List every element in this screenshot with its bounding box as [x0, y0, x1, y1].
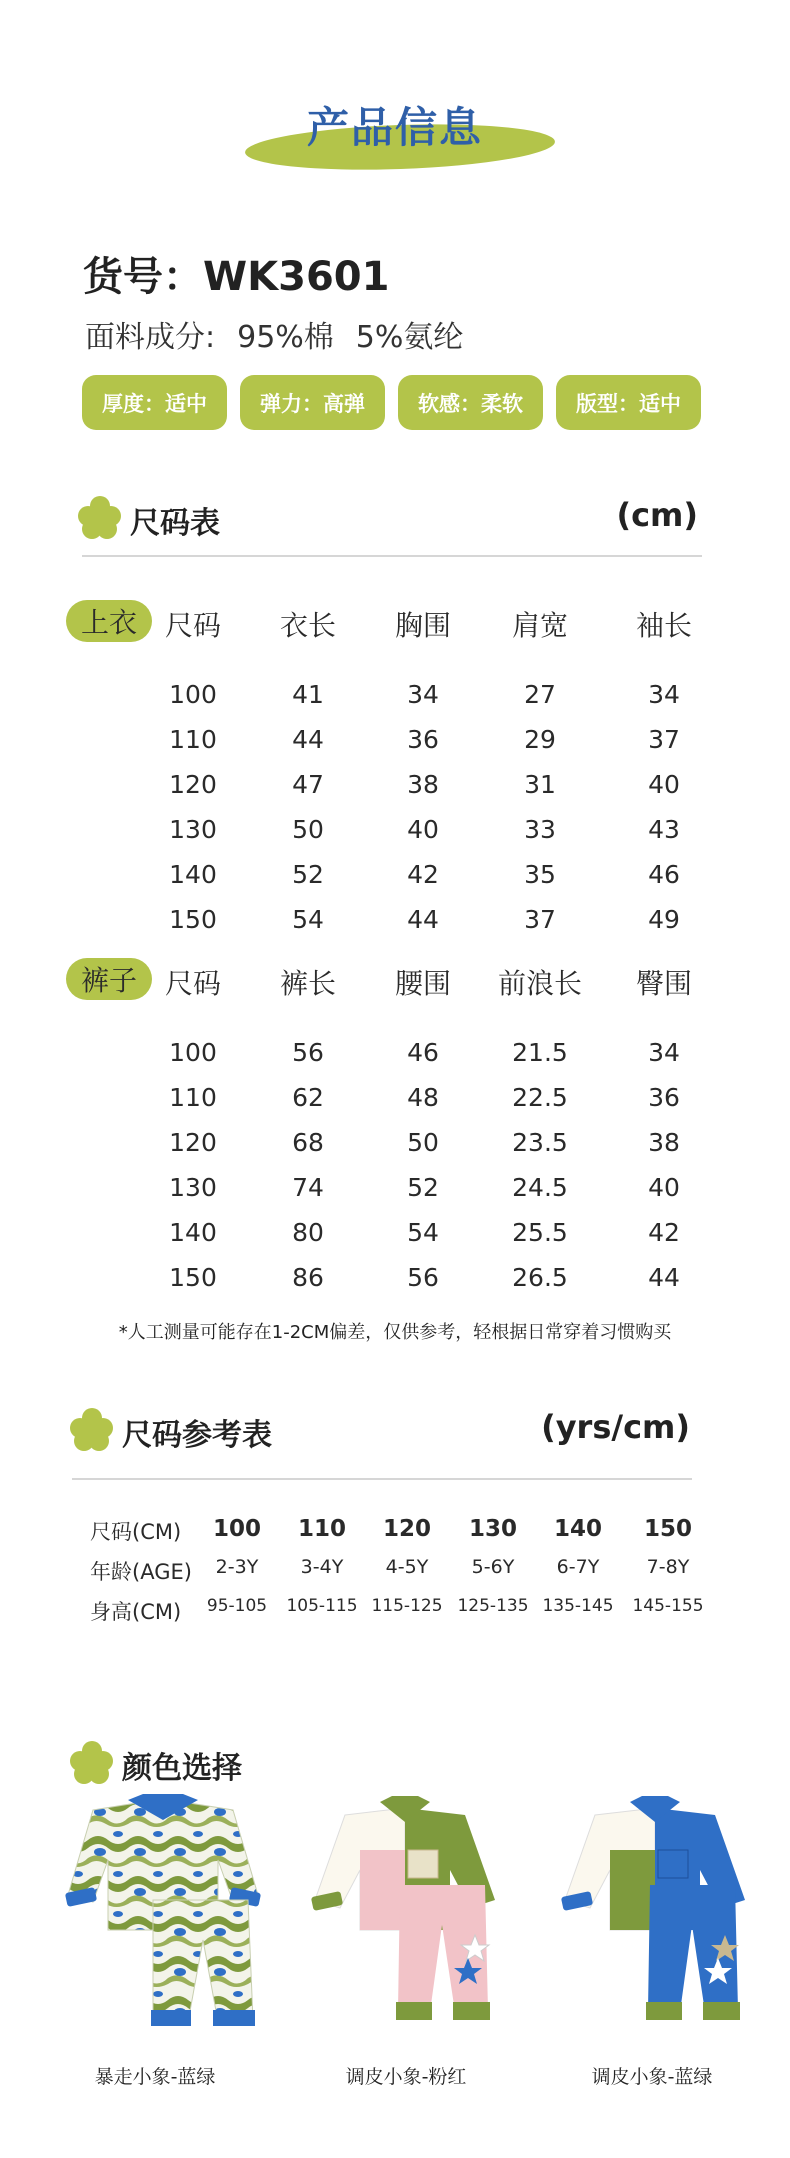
- table-cell: 50: [292, 815, 324, 844]
- colors-header: [70, 1735, 690, 1795]
- table-cell: 44: [407, 905, 439, 934]
- table-cell: 130: [169, 1173, 217, 1202]
- pajama-blue-green-icon: [540, 1790, 770, 2040]
- reference-row: [0, 1596, 790, 1636]
- table-label-top: 上衣: [66, 600, 152, 642]
- table-cell: 49: [648, 905, 680, 934]
- divider: [82, 555, 702, 557]
- product-image-blue-green[interactable]: [540, 1790, 770, 2040]
- table-label-pants: 裤子: [66, 958, 152, 1000]
- table-cell: 26.5: [512, 1263, 568, 1292]
- table-cell: 46: [407, 1038, 439, 1067]
- column-header: 衣长: [279, 609, 336, 642]
- table-cell: 110: [169, 1083, 217, 1112]
- table-row: [0, 815, 790, 860]
- table-cell: 40: [407, 815, 439, 844]
- table-row: [0, 1128, 790, 1173]
- column-header: 胸围: [394, 609, 451, 642]
- column-header: 裤长: [279, 967, 336, 1000]
- colors-title: 颜色选择: [122, 1751, 242, 1786]
- table-cell: 140: [169, 1218, 217, 1247]
- table-cell: 120: [169, 1128, 217, 1157]
- badge-elasticity: 弹力：高弹: [240, 375, 385, 430]
- badge-softness: 软感：柔软: [398, 375, 543, 430]
- reference-cell: 115-125: [371, 1596, 443, 1616]
- section-header: [0, 95, 790, 175]
- size-reference-title: 尺码参考表: [122, 1418, 272, 1453]
- size-reference-unit: (yrs/cm): [541, 1408, 690, 1446]
- column-header: 尺码: [164, 609, 221, 642]
- reference-cell: 5-6Y: [471, 1556, 515, 1578]
- table-cell: 150: [169, 905, 217, 934]
- product-name: 调皮小象-粉红: [345, 2066, 467, 2088]
- badge-fit: 版型：适中: [556, 375, 701, 430]
- table-cell: 27: [524, 680, 556, 709]
- table-cell: 38: [407, 770, 439, 799]
- column-header: 前浪长: [497, 967, 582, 1000]
- table-row: [0, 680, 790, 725]
- column-header: 袖长: [635, 609, 692, 642]
- measurement-note: *人工测量可能存在1-2CM偏差，仅供参考，轻根据日常穿着习惯购买: [118, 1322, 672, 1343]
- table-cell: 25.5: [512, 1218, 568, 1247]
- table-cell: 140: [169, 860, 217, 889]
- table-header-row: [0, 604, 790, 680]
- table-row: [0, 770, 790, 815]
- table-cell: 42: [648, 1218, 680, 1247]
- size-reference-table: [0, 1516, 790, 1636]
- table-cell: 44: [292, 725, 324, 754]
- table-cell: 110: [169, 725, 217, 754]
- attribute-badges: [82, 375, 702, 430]
- reference-cell: 100: [212, 1516, 261, 1542]
- table-cell: 46: [648, 860, 680, 889]
- table-row: [0, 1038, 790, 1083]
- fabric-label: 面料成分:: [85, 320, 216, 355]
- reference-cell: 6-7Y: [556, 1556, 600, 1578]
- flower-icon: [70, 1408, 114, 1452]
- pajama-camo-blue-green-icon: [48, 1790, 278, 2040]
- table-row: [0, 725, 790, 770]
- table-cell: 150: [169, 1263, 217, 1292]
- page-title: 产品信息: [306, 103, 483, 152]
- table-cell: 35: [524, 860, 556, 889]
- table-cell: 80: [292, 1218, 324, 1247]
- table-cell: 42: [407, 860, 439, 889]
- size-table-pants: [0, 962, 790, 1308]
- table-cell: 47: [292, 770, 324, 799]
- table-cell: 120: [169, 770, 217, 799]
- table-cell: 100: [169, 1038, 217, 1067]
- table-cell: 41: [292, 680, 324, 709]
- fabric-part: 5%氨纶: [355, 320, 464, 355]
- reference-cell: 7-8Y: [646, 1556, 690, 1578]
- column-header: 臀围: [635, 967, 692, 1000]
- fabric-part: 95%棉: [237, 320, 334, 355]
- reference-row-label: 年龄(AGE): [90, 1560, 192, 1584]
- table-row: [0, 905, 790, 950]
- table-cell: 33: [524, 815, 556, 844]
- reference-cell: 110: [297, 1516, 346, 1542]
- table-cell: 31: [524, 770, 556, 799]
- product-image-pink[interactable]: [290, 1790, 520, 2040]
- table-cell: 100: [169, 680, 217, 709]
- reference-cell: 150: [643, 1516, 692, 1542]
- reference-row: [0, 1556, 790, 1596]
- table-cell: 40: [648, 770, 680, 799]
- reference-cell: 2-3Y: [215, 1556, 259, 1578]
- size-chart-unit: (cm): [616, 496, 698, 534]
- table-cell: 43: [648, 815, 680, 844]
- table-cell: 21.5: [512, 1038, 568, 1067]
- table-cell: 50: [407, 1128, 439, 1157]
- column-header: 腰围: [394, 967, 451, 1000]
- table-cell: 36: [407, 725, 439, 754]
- table-cell: 74: [292, 1173, 324, 1202]
- reference-cell: 130: [468, 1516, 517, 1542]
- table-cell: 62: [292, 1083, 324, 1112]
- table-cell: 22.5: [512, 1083, 568, 1112]
- product-name: 暴走小象-蓝绿: [94, 2066, 216, 2088]
- table-row: [0, 860, 790, 905]
- reference-cell: 4-5Y: [385, 1556, 429, 1578]
- table-cell: 38: [648, 1128, 680, 1157]
- reference-row: [0, 1516, 790, 1556]
- table-header-row: [0, 962, 790, 1038]
- table-cell: 37: [648, 725, 680, 754]
- table-cell: 86: [292, 1263, 324, 1292]
- reference-cell: 3-4Y: [300, 1556, 344, 1578]
- product-image-camo-blue-green[interactable]: [48, 1790, 278, 2040]
- reference-cell: 95-105: [206, 1596, 268, 1616]
- table-row: [0, 1083, 790, 1128]
- table-cell: 23.5: [512, 1128, 568, 1157]
- reference-row-label: 尺码(CM): [90, 1520, 182, 1544]
- table-cell: 29: [524, 725, 556, 754]
- table-row: [0, 1263, 790, 1308]
- table-cell: 52: [292, 860, 324, 889]
- flower-icon: [78, 496, 122, 540]
- size-chart-header: [78, 490, 698, 550]
- badge-thickness: 厚度：适中: [82, 375, 227, 430]
- table-cell: 44: [648, 1263, 680, 1292]
- table-cell: 48: [407, 1083, 439, 1112]
- reference-cell: 145-155: [632, 1596, 704, 1616]
- table-row: [0, 1218, 790, 1263]
- size-chart-title: 尺码表: [130, 506, 220, 541]
- reference-cell: 140: [553, 1516, 602, 1542]
- pajama-pink-icon: [290, 1790, 520, 2040]
- table-cell: 24.5: [512, 1173, 568, 1202]
- size-reference-header: [70, 1402, 690, 1462]
- table-cell: 34: [407, 680, 439, 709]
- table-cell: 36: [648, 1083, 680, 1112]
- divider: [72, 1478, 692, 1480]
- fabric-composition: [85, 312, 485, 356]
- size-table-top: [0, 604, 790, 950]
- table-cell: 40: [648, 1173, 680, 1202]
- table-cell: 130: [169, 815, 217, 844]
- table-cell: 54: [292, 905, 324, 934]
- reference-cell: 125-135: [457, 1596, 529, 1616]
- reference-row-label: 身高(CM): [90, 1600, 182, 1624]
- table-cell: 54: [407, 1218, 439, 1247]
- flower-icon: [70, 1741, 114, 1785]
- table-cell: 56: [292, 1038, 324, 1067]
- table-cell: 37: [524, 905, 556, 934]
- column-header: 尺码: [164, 967, 221, 1000]
- product-sku: 货号：WK3601: [83, 254, 390, 300]
- product-name: 调皮小象-蓝绿: [591, 2066, 713, 2088]
- table-cell: 68: [292, 1128, 324, 1157]
- table-cell: 56: [407, 1263, 439, 1292]
- table-cell: 34: [648, 680, 680, 709]
- reference-cell: 120: [382, 1516, 431, 1542]
- reference-cell: 105-115: [286, 1596, 358, 1616]
- table-row: [0, 1173, 790, 1218]
- column-header: 肩宽: [511, 609, 568, 642]
- reference-cell: 135-145: [542, 1596, 614, 1616]
- table-cell: 52: [407, 1173, 439, 1202]
- table-cell: 34: [648, 1038, 680, 1067]
